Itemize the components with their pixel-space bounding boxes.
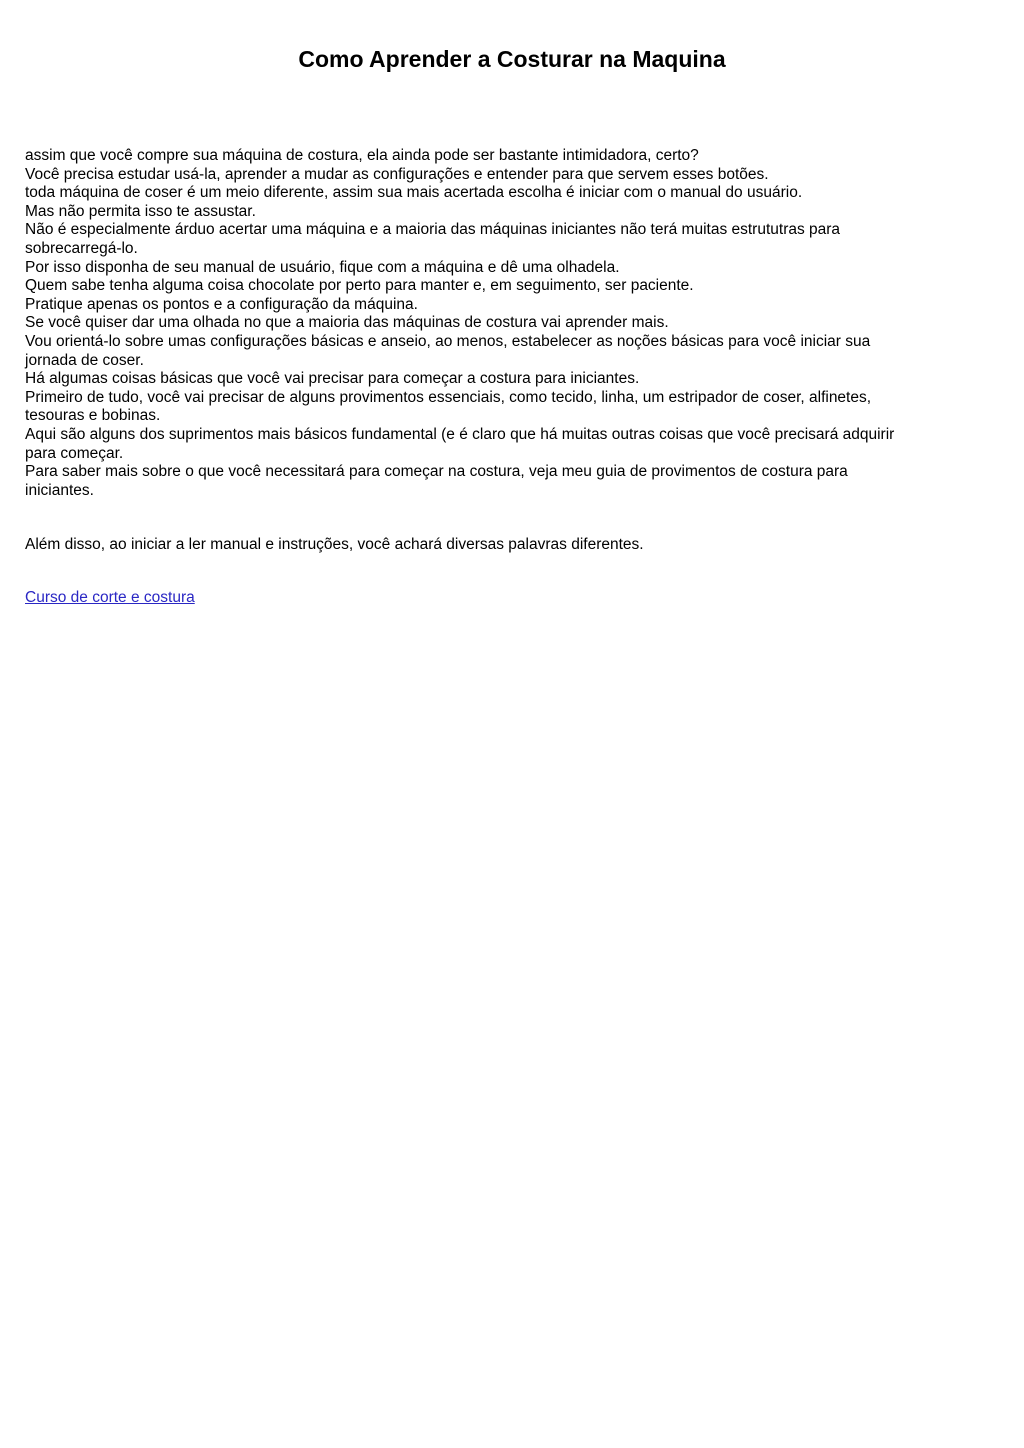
page-title: Como Aprender a Costurar na Maquina [298, 46, 726, 72]
body-line: Você precisa estudar usá-la, aprender a mudar as configurações e entender para que servem esses botões. [25, 165, 769, 183]
body-line: Não é especialmente árduo acertar uma máquina e a maioria das máquinas iniciantes não terá muitas estrututras para [25, 221, 841, 239]
body-line: Se você quiser dar uma olhada no que a maioria das máquinas de costura vai aprender mais. [25, 314, 669, 332]
body-line: Vou orientá-lo sobre umas configurações básicas e anseio, ao menos, estabelecer as noções básicas para você iniciar sua [25, 332, 871, 350]
body-line: Quem sabe tenha alguma coisa chocolate por perto para manter e, em seguimento, ser paciente. [25, 277, 694, 295]
closing-paragraph: Além disso, ao iniciar a ler manual e instruções, você achará diversas palavras diferentes. [25, 536, 644, 553]
body-line: toda máquina de coser é um meio diferente, assim sua mais acertada escolha é iniciar com o manual do usuário. [25, 184, 803, 202]
body-line: Para saber mais sobre o que você necessitará para começar na costura, veja meu guia de provimentos de costura para [25, 463, 848, 481]
course-link[interactable]: Curso de corte e costura [25, 589, 195, 606]
body-line: Mas não permita isso te assustar. [25, 202, 256, 220]
body-line: Aqui são alguns dos suprimentos mais básicos fundamental (e é claro que há muitas outras coisas que você precisará adquirir [25, 425, 895, 443]
body-line: assim que você compre sua máquina de costura, ela ainda pode ser bastante intimidadora, certo? [25, 147, 699, 164]
body-line: Primeiro de tudo, você vai precisar de alguns provimentos essenciais, como tecido, linha, um estripador de coser, alfinetes, [25, 388, 872, 406]
body-line: Por isso disponha de seu manual de usuário, fique com a máquina e dê uma olhadela. [25, 258, 620, 276]
body-text [25, 147, 1010, 500]
body-line: Pratique apenas os pontos e a configuração da máquina. [25, 295, 418, 313]
body-line: para começar. [25, 444, 124, 462]
body-line: Há algumas coisas básicas que você vai precisar para começar a costura para iniciantes. [25, 370, 640, 388]
body-line: jornada de coser. [25, 351, 144, 369]
body-line: sobrecarregá-lo. [25, 239, 138, 257]
body-line: tesouras e bobinas. [25, 407, 161, 425]
body-line: iniciantes. [25, 481, 94, 499]
